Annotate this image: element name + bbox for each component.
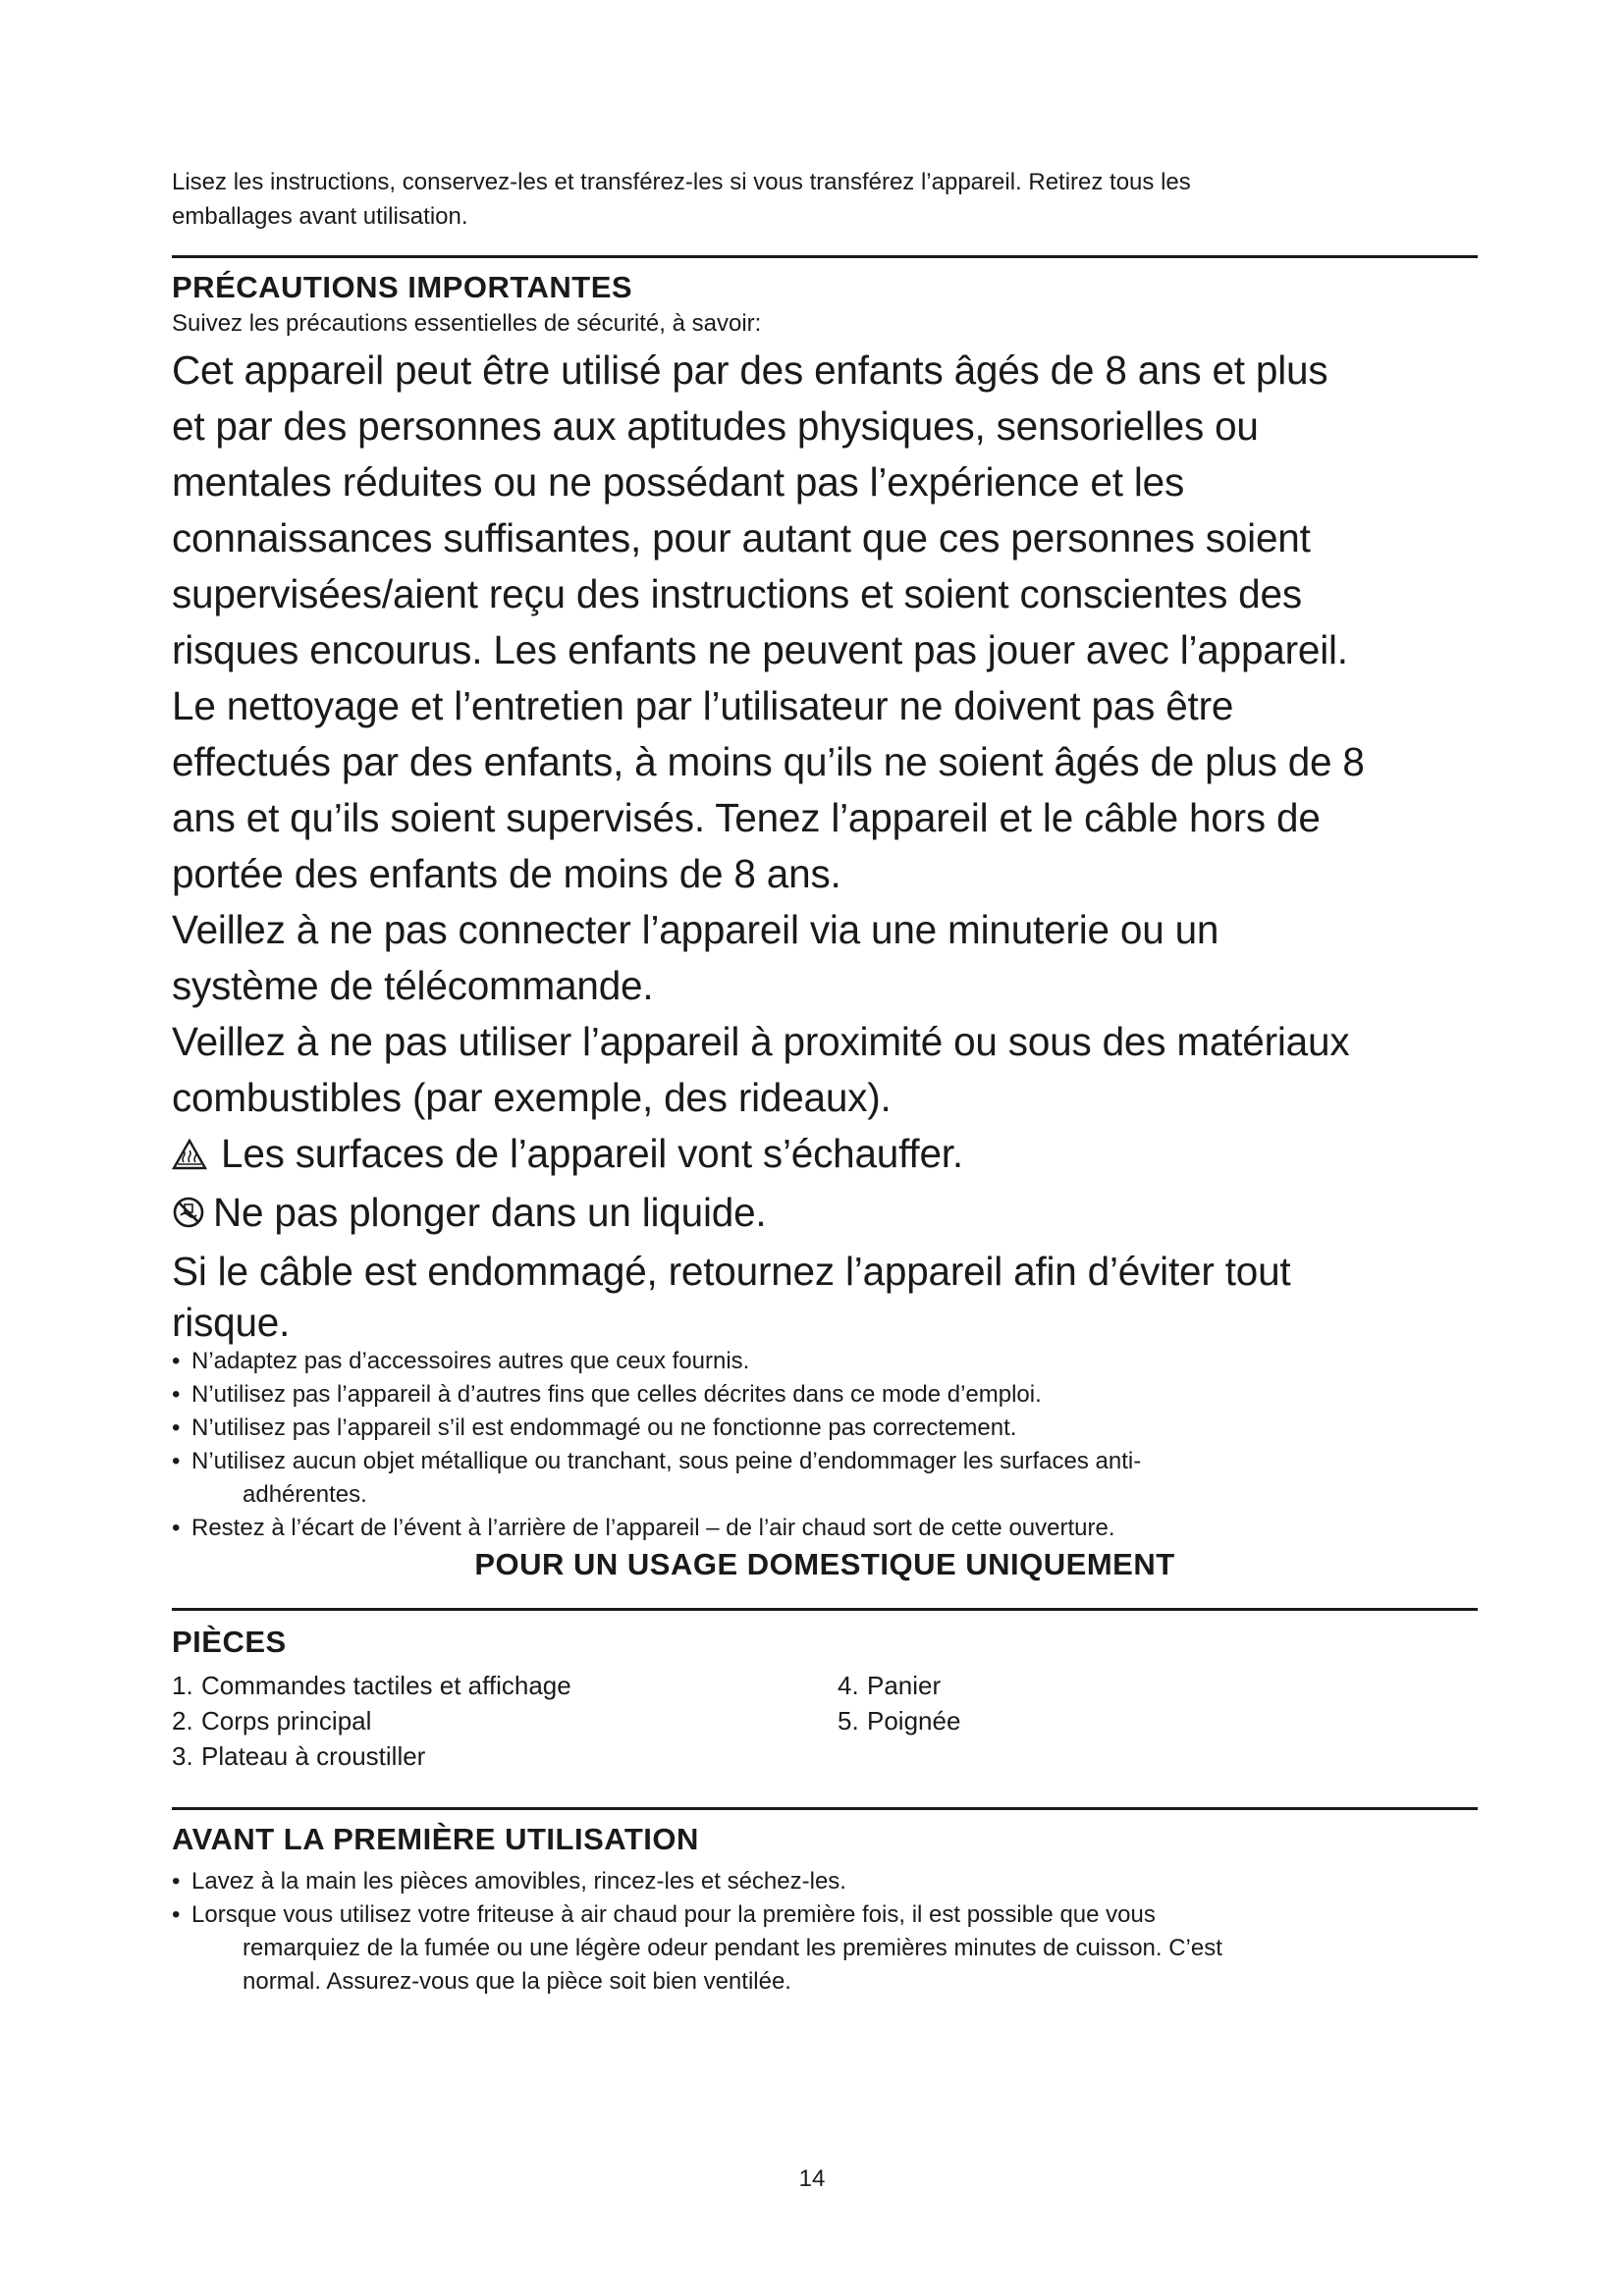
- bullet-icon: •: [172, 1415, 181, 1441]
- before-first-use-heading: AVANT LA PREMIÈRE UTILISATION: [172, 1822, 699, 1856]
- list-item: 3. Plateau à croustiller: [172, 1741, 426, 1771]
- precautions-heading: PRÉCAUTIONS IMPORTANTES: [172, 270, 633, 304]
- domestic-use-notice: POUR UN USAGE DOMESTIQUE UNIQUEMENT: [474, 1547, 1175, 1581]
- cable-warning-line: risque.: [172, 1300, 291, 1345]
- safety-warnings: [172, 343, 1478, 1345]
- bullet-icon: •: [172, 1448, 181, 1474]
- hot-surface-warning: [172, 1126, 1478, 1185]
- page-number: 14: [798, 2165, 826, 2192]
- warning-line: supervisées/aient reçu des instructions et soient conscientes des: [172, 571, 1302, 616]
- intro-text: [172, 165, 1478, 234]
- intro-line-2: emballages avant utilisation.: [172, 203, 468, 230]
- warning-line: mentales réduites ou ne possédant pas l’expérience et les: [172, 459, 1185, 505]
- warning-line: système de télécommande.: [172, 963, 654, 1008]
- section-divider: [172, 255, 1478, 258]
- before-first-use-list: [172, 1865, 1478, 1999]
- section-divider: [172, 1807, 1478, 1810]
- bullet-icon: •: [172, 1348, 181, 1374]
- precautions-bullet-list: [172, 1345, 1478, 1545]
- list-item: • N’utilisez aucun objet métallique ou tranchant, sous peine d’endommager les surfaces anti- adhérentes.: [172, 1445, 1478, 1512]
- list-item: • Lorsque vous utilisez votre friteuse à air chaud pour la première fois, il est possible que vous remarquiez de la fumée ou une légère odeur pendant les premières minutes de cuisson. C’est normal. Assurez-vous que la pièce soit bien ventilée.: [172, 1898, 1478, 1999]
- cable-warning-line: Si le câble est endommagé, retournez l’appareil afin d’éviter tout: [172, 1249, 1291, 1294]
- warning-line: Cet appareil peut être utilisé par des enfants âgés de 8 ans et plus: [172, 347, 1328, 393]
- warning-line: portée des enfants de moins de 8 ans.: [172, 851, 841, 896]
- warning-line: effectués par des enfants, à moins qu’ils ne soient âgés de plus de 8: [172, 739, 1365, 784]
- list-item: 2. Corps principal: [172, 1706, 372, 1735]
- warning-line: Veillez à ne pas utiliser l’appareil à proximité ou sous des matériaux: [172, 1019, 1350, 1064]
- bullet-icon: •: [172, 1515, 181, 1541]
- manual-page: [172, 165, 1478, 1999]
- do-not-immerse-icon: [172, 1196, 205, 1229]
- section-divider: [172, 1608, 1478, 1611]
- list-item: • Lavez à la main les pièces amovibles, rincez-les et séchez-les.: [172, 1865, 1478, 1898]
- warning-line: et par des personnes aux aptitudes physiques, sensorielles ou: [172, 403, 1259, 449]
- list-item: 1. Commandes tactiles et affichage: [172, 1671, 571, 1700]
- list-item: 5. Poignée: [838, 1706, 961, 1735]
- no-immerse-text: Ne pas plonger dans un liquide.: [213, 1189, 767, 1235]
- precautions-subheading: Suivez les précautions essentielles de sécurité, à savoir:: [172, 310, 762, 337]
- warning-line: ans et qu’ils soient supervisés. Tenez l’appareil et le câble hors de: [172, 795, 1321, 840]
- warning-line: Veillez à ne pas connecter l’appareil via une minuterie ou un: [172, 907, 1219, 952]
- list-item: • Restez à l’écart de l’évent à l’arrière de l’appareil – de l’air chaud sort de cette ouverture.: [172, 1512, 1478, 1545]
- warning-line: connaissances suffisantes, pour autant que ces personnes soient: [172, 515, 1311, 561]
- list-item: • N’utilisez pas l’appareil s’il est endommagé ou ne fonctionne pas correctement.: [172, 1412, 1478, 1445]
- parts-list: [172, 1668, 1478, 1774]
- parts-heading: PIÈCES: [172, 1625, 287, 1659]
- no-immerse-warning: [172, 1185, 1478, 1245]
- warning-line: Le nettoyage et l’entretien par l’utilisateur ne doivent pas être: [172, 683, 1234, 728]
- hot-surface-text: Les surfaces de l’appareil vont s’échauffer.: [221, 1131, 963, 1176]
- list-item: 4. Panier: [838, 1671, 942, 1700]
- bullet-icon: •: [172, 1381, 181, 1408]
- bullet-icon: •: [172, 1901, 181, 1928]
- bullet-icon: •: [172, 1868, 181, 1895]
- warning-line: risques encourus. Les enfants ne peuvent pas jouer avec l’appareil.: [172, 627, 1348, 672]
- intro-line-1: Lisez les instructions, conservez-les et transférez-les si vous transférez l’appareil. Retirez tous les: [172, 169, 1191, 195]
- warning-line: combustibles (par exemple, des rideaux).: [172, 1075, 892, 1120]
- list-item: • N’utilisez pas l’appareil à d’autres fins que celles décrites dans ce mode d’emploi.: [172, 1378, 1478, 1412]
- hot-surface-warning-icon: [172, 1139, 207, 1170]
- list-item: • N’adaptez pas d’accessoires autres que ceux fournis.: [172, 1345, 1478, 1378]
